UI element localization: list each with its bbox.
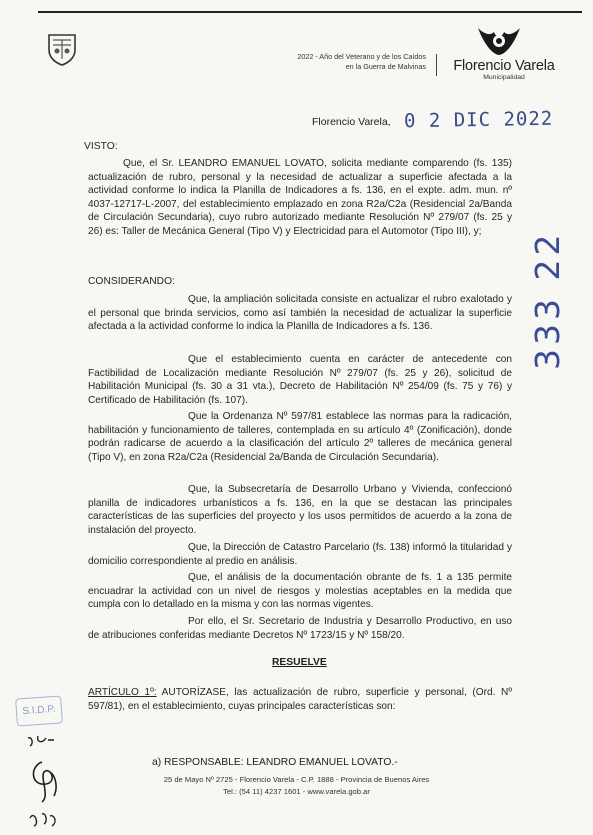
considerando-paragraph-7: Por ello, el Sr. Secretario de Industria y Desarrollo Productivo, en uso de atribuciones conferidas mediante Decretos Nº 1723/15 y Nº 158/20. (88, 616, 512, 641)
resuelve-heading: RESUELVE (272, 657, 327, 668)
considerando-paragraph-3: Que la Ordenanza Nº 597/81 establece las normas para la radicación, habilitación y funcionamiento de talleres, contemplada en su artículo 4º (Zonificación), donde podrán radicarse de acuerdo a la clasificación del artículo 2º talleres de mecánica general (Tipo V), en zona R2a/C2a (Residencial 2a/Banda de Circulación Secundaria). (88, 411, 512, 463)
year-motto (210, 52, 426, 72)
municipal-shield-icon (46, 32, 78, 66)
florencio-varela-logo-icon (474, 24, 524, 58)
considerando-heading: CONSIDERANDO: (88, 276, 175, 287)
considerando-paragraph-6: Que, el análisis de la documentación obrante de fs. 1 a 135 permite encuadrar la actividad con un nivel de riesgos y molestias aceptables en la medida que cumpla con lo detallado en la misma y con las normas vigentes. (88, 572, 512, 611)
header-divider (436, 54, 437, 76)
visto-paragraph (88, 157, 512, 239)
sidp-stamp: S.I.D.P. (15, 695, 63, 726)
visto-text: Que, el Sr. LEANDRO EMANUEL LOVATO, solicita mediante comparendo (fs. 135) actualización de rubro, personal y la necesidad de actualizar a superficie afectada a la actividad conforme lo indica la Planilla de Indicadores a fs. 136, en el expte. adm. mun. nº 4037-12717-L-2007, del establecimiento emplazado en zona R2a/C2a (Residencial 2a/Banda de Circulación Secundaria), cuyo rubro autorizado mediante Resolución Nº 279/07 (fs. 25 y 26) es: Taller de Mecánica General (Tipo V) y Electricidad para el Automotor (Tipo III), y; (88, 158, 512, 237)
considerando-paragraph-5: Que, la Dirección de Catastro Parcelario (fs. 138) informó la titularidad y domicilio correspondiente al predio en análisis. (88, 542, 512, 567)
articulo-1-label: ARTÍCULO 1º: (88, 687, 157, 698)
header-rule (38, 11, 582, 13)
responsable-line: a) RESPONSABLE: LEANDRO EMANUEL LOVATO.- (152, 757, 398, 768)
motto-line-1: 2022 - Año del Veterano y de los Caídos (297, 52, 426, 61)
considerando-paragraph-1: Que, la ampliación solicitada consiste en actualizar el rubro exalotado y el personal que brinda servicios, como así también la necesidad de actualizar la superficie afectada a la actividad conforme lo indica la Planilla de Indicadores a fs. 136. (88, 294, 512, 333)
brand-name: Florencio Varela (453, 58, 555, 74)
footer-contact: Tel.: (54 11) 4237 1601 - www.varela.gob.ar (223, 787, 370, 796)
brand-subtitle: Municipalidad (483, 74, 525, 81)
considerando-paragraph-4: Que, la Subsecretaría de Desarrollo Urbano y Vivienda, confeccionó planilla de indicadores urbanísticos a fs. 136, en la que se destacan las principales características de las superficies del proyecto y los usos permitidos de acuerdo a la zona de instalación del proyecto. (88, 484, 512, 536)
visto-heading: VISTO: (84, 141, 118, 152)
articulo-1 (88, 686, 512, 713)
articulo-1-text: AUTORÍZASE, las actualización de rubro, superficie y personal, (Ord. Nº 597/81), en el establecimiento, cuyas principales características son: (88, 687, 513, 712)
footer-address: 25 de Mayo Nº 2725 - Florencio Varela - C.P. 1888 - Provincia de Buenos Aires (163, 775, 430, 784)
considerando-paragraph-2: Que el establecimiento cuenta en carácter de antecedente con Factibilidad de Localización mediante Resolución Nº 279/07 (fs. 25 y 26), solicitud de Habilitación Municipal (fs. 30 a 31 vta.), Decreto de Habilitación Nº 254/09 (fs. 75 y 76) y Certificado de Habilitación (fs. 107). (88, 354, 512, 406)
date-stamp: 0 2 DIC 2022 (403, 107, 554, 133)
date-place: Florencio Varela, (312, 116, 391, 128)
folio-stamp: 333 22 (528, 230, 567, 370)
motto-line-2: en la Guerra de Malvinas (345, 62, 426, 71)
